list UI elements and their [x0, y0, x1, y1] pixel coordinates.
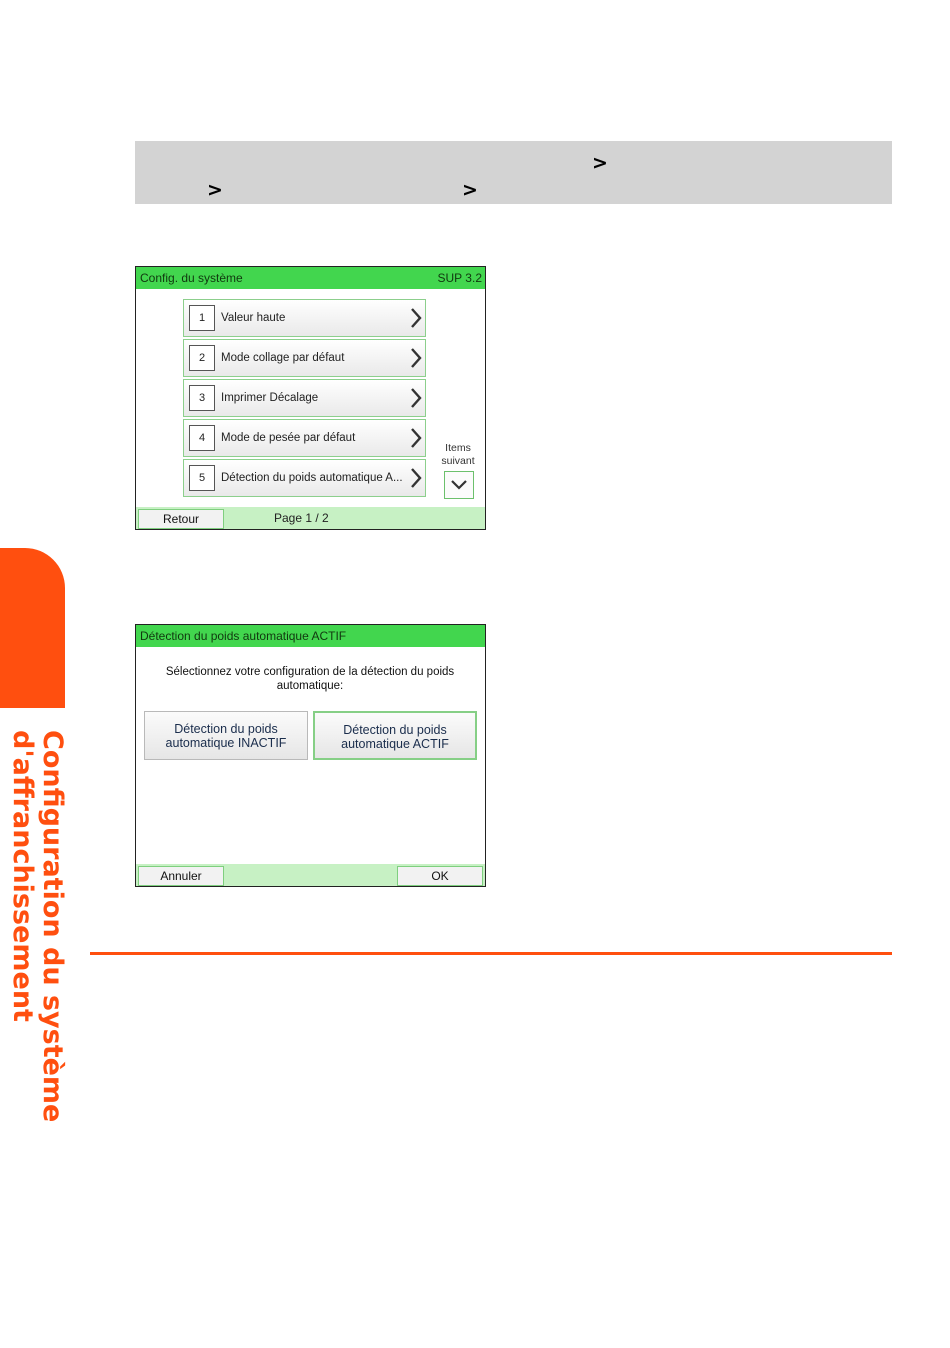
- menu-item-label: Valeur haute: [221, 312, 286, 324]
- section-title-line2: d'affranchissement: [7, 730, 38, 1022]
- option-auto-weight-off[interactable]: Détection du poids automatique INACTIF: [144, 711, 308, 760]
- menu-item-valeur-haute[interactable]: [183, 299, 426, 337]
- menu-item-label: Imprimer Décalage: [221, 392, 319, 404]
- menu-item-number: 5: [189, 465, 215, 491]
- menu-item-imprimer-decalage[interactable]: [183, 379, 426, 417]
- menu-item-detection-poids[interactable]: [183, 459, 426, 497]
- screen-code: SUP 3.2: [437, 271, 482, 285]
- menu-item-label: Mode de pesée par défaut: [221, 432, 356, 444]
- menu-item-number: 1: [189, 305, 215, 331]
- menu-item-label: Mode collage par défaut: [221, 352, 345, 364]
- cancel-button[interactable]: Annuler: [138, 866, 224, 886]
- breadcrumb-chevron: >: [592, 152, 608, 174]
- screen-footer: [136, 507, 485, 529]
- section-title: [5, 730, 68, 1123]
- breadcrumb: [135, 141, 892, 204]
- ok-button[interactable]: OK: [397, 866, 483, 886]
- screen-footer: [136, 864, 485, 886]
- screen-header: [136, 267, 485, 289]
- section-title-line1: Configuration du système: [37, 730, 68, 1123]
- chevron-right-icon: [409, 347, 423, 369]
- chevron-right-icon: [409, 387, 423, 409]
- screen-header: [136, 625, 485, 647]
- system-config-screen: [135, 266, 486, 530]
- chevron-down-icon: [445, 472, 473, 498]
- section-divider: [90, 952, 892, 955]
- next-items-button[interactable]: [444, 471, 474, 499]
- menu-item-label: Détection du poids automatique A...: [221, 472, 403, 484]
- menu-item-mode-collage[interactable]: [183, 339, 426, 377]
- menu-item-number: 2: [189, 345, 215, 371]
- option-auto-weight-on[interactable]: Détection du poids automatique ACTIF: [313, 711, 477, 760]
- chevron-right-icon: [409, 307, 423, 329]
- menu-item-number: 3: [189, 385, 215, 411]
- next-items-label: Items suivant: [441, 442, 475, 467]
- menu-item-mode-pesee[interactable]: [183, 419, 426, 457]
- screen-title: Détection du poids automatique ACTIF: [140, 629, 347, 643]
- breadcrumb-chevron: >: [462, 179, 478, 201]
- screen-prompt: Sélectionnez votre configuration de la détection du poids automatique:: [165, 666, 455, 692]
- menu-item-number: 4: [189, 425, 215, 451]
- page-indicator: Page 1 / 2: [274, 511, 329, 525]
- auto-weight-screen: [135, 624, 486, 887]
- chevron-right-icon: [409, 467, 423, 489]
- section-tab: [0, 548, 65, 708]
- chevron-right-icon: [409, 427, 423, 449]
- screen-title: Config. du système: [140, 271, 243, 285]
- back-button[interactable]: Retour: [138, 509, 224, 529]
- breadcrumb-chevron: >: [207, 179, 223, 201]
